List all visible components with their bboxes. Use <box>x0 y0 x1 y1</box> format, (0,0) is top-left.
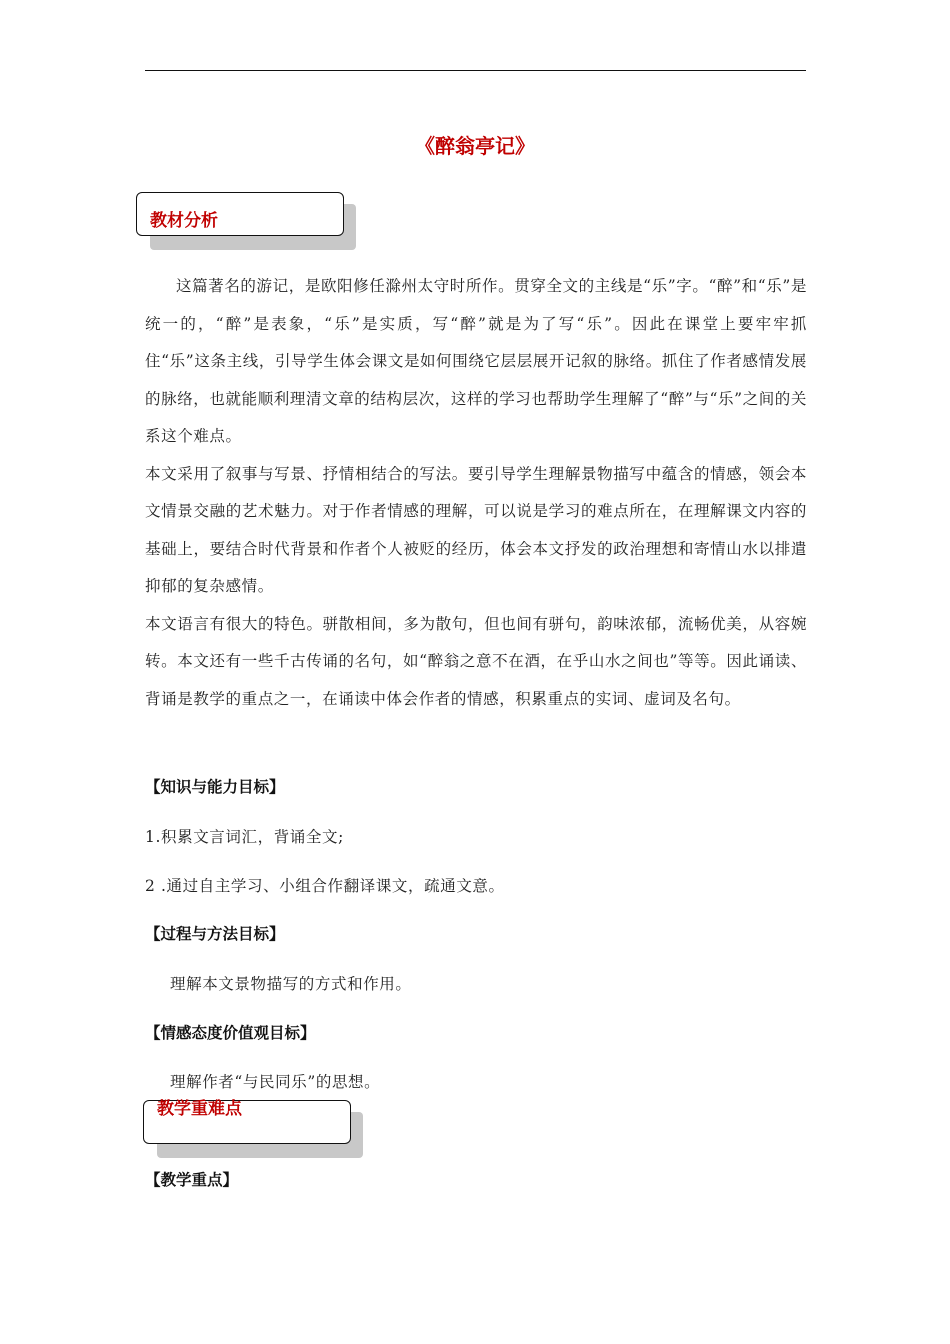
analysis-text <box>145 268 807 718</box>
section-box-textbook-analysis <box>136 192 358 252</box>
section-label: 教材分析 <box>150 211 218 231</box>
analysis-paragraph-2: 本文采用了叙事与写景、抒情相结合的写法。要引导学生理解景物描写中蕴含的情感，领会本文情景交融的艺术魅力。对于作者情感的理解，可以说是学习的难点所在，在理解课文内容的基础上，要结合时代背景和作者个人被贬的经历，体会本文抒发的政治理想和寄情山水以排遣抑郁的复杂感情。 <box>145 464 807 595</box>
knowledge-item-2: 2 .通过自主学习、小组合作翻译课文，疏通文意。 <box>145 877 505 895</box>
analysis-paragraph-3: 本文语言有很大的特色。骈散相间，多为散句，但也间有骈句，韵味浓郁，流畅优美，从容婉转。本文还有一些千古传诵的名句，如“醉翁之意不在酒，在乎山水之间也”等等。因此诵读、背诵是教学的重点之一，在诵读中体会作者的情感，积累重点的实词、虚词及名句。 <box>145 614 807 708</box>
process-goals-text: 理解本文景物描写的方式和作用。 <box>170 975 412 993</box>
section-label: 教学重难点 <box>157 1099 242 1119</box>
analysis-paragraph-1: 这篇著名的游记，是欧阳修任滁州太守时所作。贯穿全文的主线是“乐”字。“醉”和“乐”是统一的，“醉”是表象，“乐”是实质，写“醉”就是为了写“乐”。因此在课堂上要牢牢抓住“乐”这条主线，引导学生体会课文是如何围绕它层层展开记叙的脉络。抓住了作者感情发展的脉络，也就能顺利理清文章的结构层次，这样的学习也帮助学生理解了“醉”与“乐”之间的关系这个难点。 <box>145 277 807 445</box>
emotion-goals-heading: 【情感态度价值观目标】 <box>145 1024 316 1042</box>
document-title: 《醉翁亭记》 <box>415 134 535 158</box>
section-box-key-difficulties <box>143 1098 365 1160</box>
knowledge-item-1: 1.积累文言词汇，背诵全文; <box>145 828 344 846</box>
header-rule <box>145 70 806 71</box>
process-goals-heading: 【过程与方法目标】 <box>145 925 285 943</box>
teaching-focus-heading: 【教学重点】 <box>145 1171 239 1189</box>
knowledge-goals-heading: 【知识与能力目标】 <box>145 778 285 796</box>
emotion-goals-text: 理解作者“与民同乐”的思想。 <box>170 1073 381 1091</box>
